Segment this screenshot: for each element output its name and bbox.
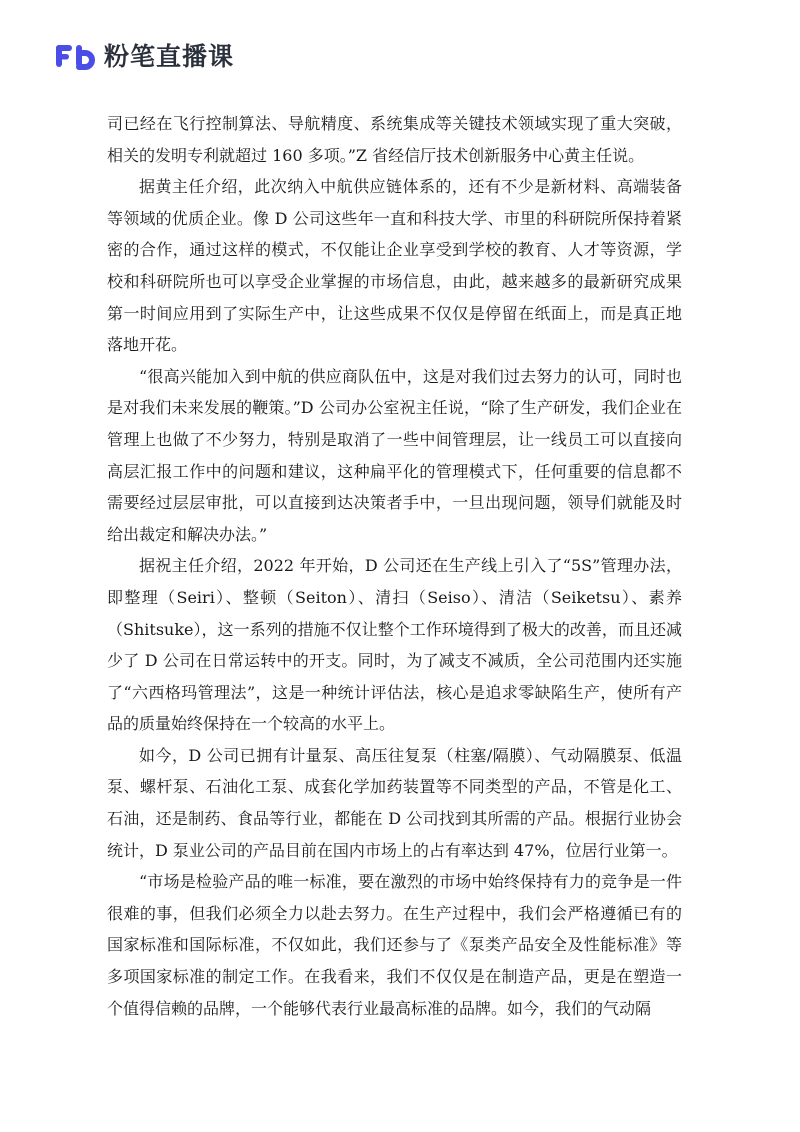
paragraph-6: “市场是检验产品的唯一标准，要在激烈的市场中始终保持有力的竞争是一件很难的事，但我们必须全力以赴去努力。在生产过程中，我们会严格遵循已有的国家标准和国际标准，不仅如此，我们还参与了《泵类产品安全及性能标准》等多项国家标准的制定工作。在我看来，我们不仅仅是在制造产品，更是在塑造一个值得信赖的品牌，一个能够代表行业最高标准的品牌。如今，我们的气动隔 xyxy=(107,872,682,1018)
paragraph-4: 据祝主任介绍，2022 年开始，D 公司还在生产线上引入了“5S”管理办法，即整理（Seiri）、整顿（Seiton）、清扫（Seiso）、清洁（Seiketsu）、素养（Shitsuke），这一系列的措施不仅让整个工作环境得到了极大的改善，而且还减少了 D 公司在日常运转中的开支。同时，为了减支不减质，全公司范围内还实施了“六西格玛管理法”，这是一种统计评估法，核心是追求零缺陷生产，使所有产品的质量始终保持在一个较高的水平上。 xyxy=(107,556,682,734)
paragraph-3: “很高兴能加入到中航的供应商队伍中，这是对我们过去努力的认可，同时也是对我们未来发展的鞭策。”D 公司办公室祝主任说，“除了生产研发，我们企业在管理上也做了不少努力，特别是取消了一些中间管理层，让一线员工可以直接向高层汇报工作中的问题和建议，这种扁平化的管理模式下，任何重要的信息都不需要经过层层审批，可以直接到达决策者手中，一旦出现问题，领导们就能及时给出裁定和解决办法。” xyxy=(107,366,682,544)
fb-logo-icon xyxy=(54,42,98,70)
paragraph-2: 据黄主任介绍，此次纳入中航供应链体系的，还有不少是新材料、高端装备等领域的优质企业。像 D 公司这些年一直和科技大学、市里的科研院所保持着紧密的合作，通过这样的模式，不仅能让企业享受到学校的教育、人才等资源，学校和科研院所也可以享受企业掌握的市场信息，由此，越来越多的最新研究成果第一时间应用到了实际生产中，让这些成果不仅仅是停留在纸面上，而是真正地落地开花。 xyxy=(107,177,682,355)
article-body xyxy=(107,108,682,1024)
page-header xyxy=(54,40,234,72)
brand-name: 粉笔直播课 xyxy=(104,41,235,71)
paragraph-1: 司已经在飞行控制算法、导航精度、系统集成等关键技术领域实现了重大突破，相关的发明专利就超过 160 多项。”Z 省经信厅技术创新服务中心黄主任说。 xyxy=(107,114,682,165)
paragraph-5: 如今，D 公司已拥有计量泵、高压往复泵（柱塞/隔膜）、气动隔膜泵、低温泵、螺杆泵、石油化工泵、成套化学加药装置等不同类型的产品，不管是化工、石油，还是制药、食品等行业，都能在 D 公司找到其所需的产品。根据行业协会统计，D 泵业公司的产品目前在国内市场上的占有率达到 47%，位居行业第一。 xyxy=(107,745,682,860)
